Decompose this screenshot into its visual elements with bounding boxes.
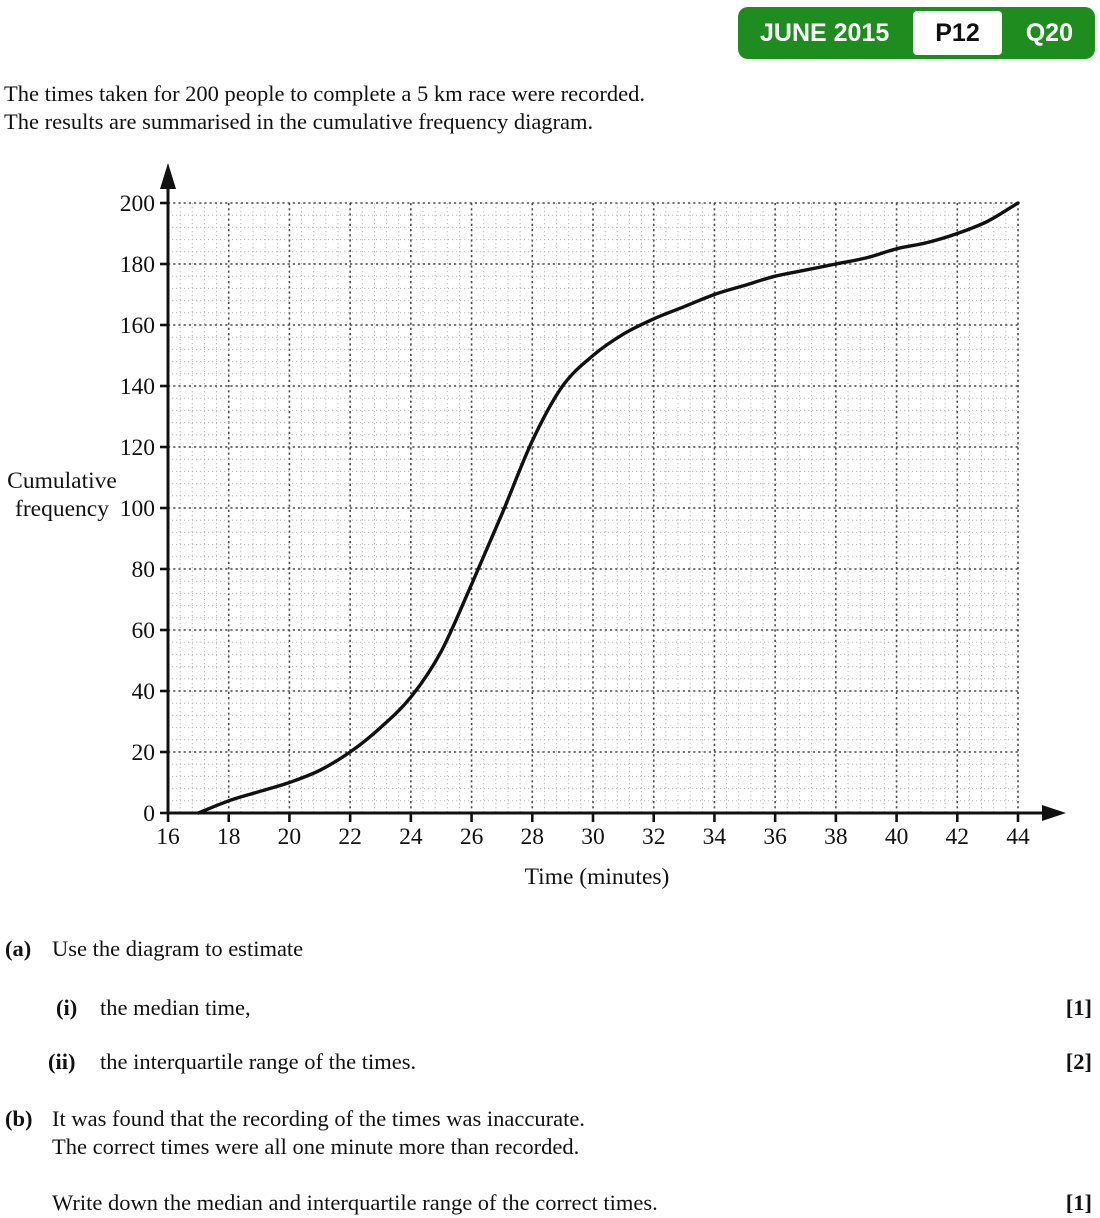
axes	[160, 163, 1066, 822]
y-tick-label: 140	[119, 374, 155, 400]
question-a-ii-text: the interquartile range of the times.	[100, 1049, 417, 1074]
badge-question-number: Q20	[1025, 18, 1073, 47]
question-a-i-text: the median time,	[100, 995, 251, 1020]
question-a-ii-label: (ii)	[48, 1049, 76, 1074]
cumulative-frequency-curve	[198, 203, 1018, 813]
x-tick-label: 28	[520, 824, 545, 850]
y-tick-label: 160	[119, 313, 155, 339]
y-tick-label: 180	[119, 252, 155, 278]
y-tick-label: 60	[131, 618, 155, 644]
y-tick-label: 80	[131, 557, 155, 583]
x-tick-label: 18	[216, 824, 241, 850]
x-tick-label: 44	[1006, 824, 1030, 850]
badge-session: JUNE 2015	[760, 18, 890, 47]
badge-paper: P12	[913, 11, 1001, 55]
question-b-line-1	[0, 1106, 1100, 1136]
x-tick-label: 30	[581, 824, 605, 850]
x-axis-title: Time (minutes)	[524, 864, 670, 890]
x-axis-arrow-icon	[1042, 805, 1066, 821]
question-a-label: (a)	[5, 936, 32, 961]
x-tick-label: 16	[156, 824, 180, 850]
intro-line-2: The results are summarised in the cumulative frequency diagram.	[4, 109, 594, 134]
question-b-line-3	[0, 1190, 1100, 1218]
x-tick-label: 24	[399, 824, 423, 850]
question-a	[0, 936, 1100, 966]
y-tick-label: 20	[131, 740, 155, 766]
question-a-i	[0, 995, 1100, 1025]
x-tick-label: 40	[884, 824, 909, 850]
grid	[168, 203, 1018, 813]
question-b-marks: [1]	[1065, 1190, 1092, 1215]
y-tick-label: 200	[119, 191, 155, 217]
question-b-label: (b)	[5, 1106, 33, 1131]
svg-text:Cumulative: Cumulative	[7, 468, 117, 494]
intro-paragraph	[4, 80, 645, 136]
x-tick-label: 42	[945, 824, 970, 850]
intro-line-1: The times taken for 200 people to complete a 5 km race were recorded.	[4, 81, 645, 106]
y-tick-label: 40	[131, 679, 155, 705]
y-axis-title	[7, 468, 117, 522]
x-tick-label: 32	[641, 824, 666, 850]
x-tick-label: 38	[824, 824, 848, 850]
y-tick-label: 120	[119, 435, 155, 461]
question-ref-badge	[738, 7, 1095, 59]
question-a-text: Use the diagram to estimate	[52, 936, 304, 961]
x-tick-label: 22	[338, 824, 362, 850]
question-a-ii	[0, 1049, 1100, 1079]
question-b-line-2	[0, 1134, 1100, 1164]
question-a-i-label: (i)	[56, 995, 78, 1020]
tick-labels	[120, 191, 1030, 850]
question-b-text-1: It was found that the recording of the times was inaccurate.	[52, 1106, 585, 1131]
y-tick-label: 100	[119, 496, 155, 522]
x-tick-label: 20	[277, 824, 302, 850]
question-b-text-3: Write down the median and interquartile range of the correct times.	[52, 1190, 658, 1215]
question-a-ii-marks: [2]	[1065, 1049, 1092, 1074]
x-tick-label: 26	[459, 824, 484, 850]
y-tick-label: 0	[143, 801, 155, 827]
question-b-text-2: The correct times were all one minute more than recorded.	[52, 1134, 580, 1159]
question-a-i-marks: [1]	[1065, 995, 1092, 1020]
svg-text:frequency: frequency	[15, 496, 109, 522]
x-tick-label: 34	[702, 824, 727, 850]
y-axis-arrow-icon	[160, 163, 176, 189]
x-tick-label: 36	[763, 824, 787, 850]
